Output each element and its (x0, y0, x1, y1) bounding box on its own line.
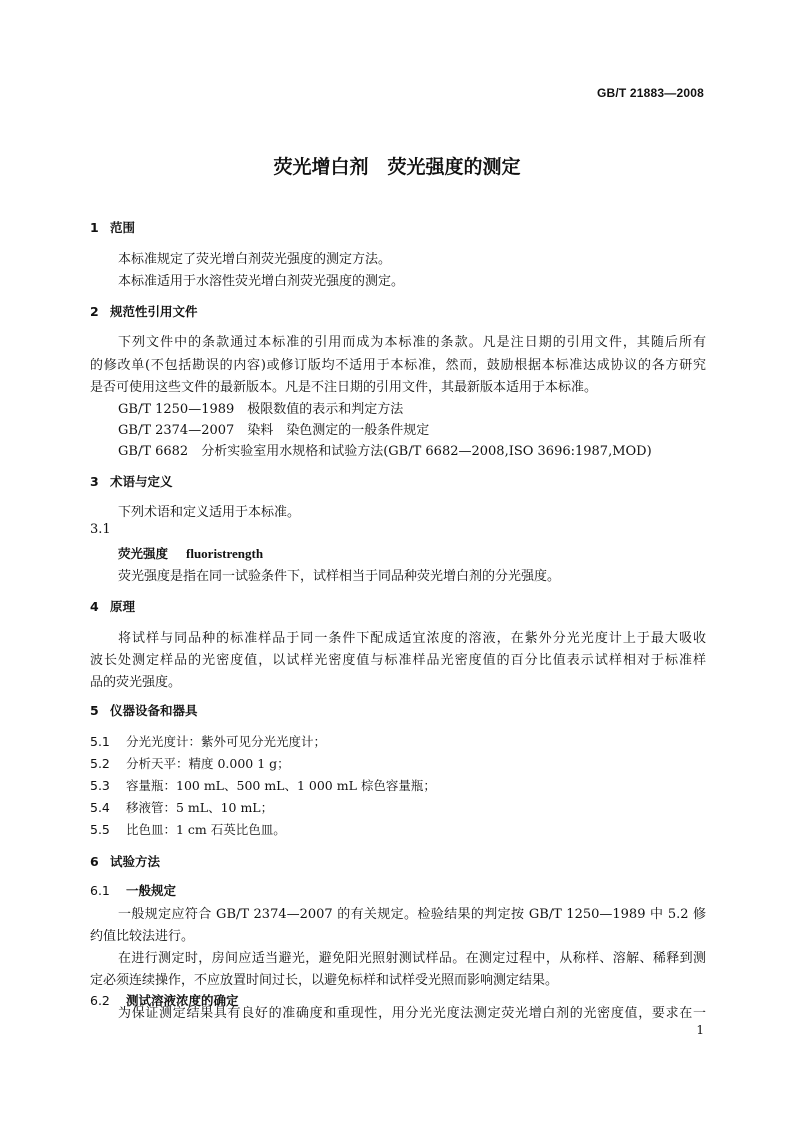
standard-number: GB/T 21883—2008 (596, 86, 704, 100)
section-2-line: 的修改单(不包括勘误的内容)或修订版均不适用于本标准，然而，鼓励根据本标准达成协议的各方研究 (90, 358, 706, 373)
section-1-heading: 1 范围 (90, 220, 136, 235)
normative-reference: GB/T 2374—2007 染料 染色测定的一般条件规定 (118, 423, 430, 438)
equipment-item: 5.5 比色皿：1 cm 石英比色皿。 (90, 822, 286, 837)
subsection-6-1-heading: 6.1 一般规定 (90, 883, 177, 898)
section-4-line: 将试样与同品种的标准样品于同一条件下配成适宜浓度的溶液，在紫外分光光度计上于最大吸收 (118, 631, 706, 646)
section-5-heading: 5 仪器设备和器具 (90, 703, 198, 718)
section-3-paragraph: 下列术语和定义适用于本标准。 (118, 505, 301, 520)
section-6-1-line: 约值比较法进行。 (90, 929, 195, 944)
equipment-item: 5.3 容量瓶：100 mL、500 mL、1 000 mL 棕色容量瓶； (90, 778, 436, 793)
equipment-item: 5.4 移液管：5 mL、10 mL； (90, 800, 274, 815)
section-6-1-line: 一般规定应符合 GB/T 2374—2007 的有关规定。检验结果的判定按 GB/T 1250—1989 中 5.2 修 (118, 907, 706, 922)
section-6-2-line: 为保证测定结果具有良好的准确度和重现性，用分光光度法测定荧光增白剂的光密度值，要求在一 (118, 1006, 706, 1021)
normative-reference: GB/T 6682 分析实验室用水规格和试验方法(GB/T 6682—2008,ISO 3696:1987,MOD) (118, 444, 652, 459)
section-4-line: 波长处测定样品的光密度值，以试样光密度值与标准样品光密度值的百分比值表示试样相对于标准样 (90, 653, 706, 668)
section-1-paragraph: 本标准适用于水溶性荧光增白剂荧光强度的测定。 (118, 274, 405, 289)
term-entry (118, 543, 263, 562)
term-definition: 荧光强度是指在同一试验条件下，试样相当于同品种荧光增白剂的分光强度。 (118, 569, 561, 584)
page-number: 1 (696, 1023, 704, 1037)
term-english: fluoristrength (186, 546, 264, 561)
document-title: 荧光增白剂 荧光强度的测定 (273, 156, 521, 178)
section-2-line: 下列文件中的条款通过本标准的引用而成为本标准的条款。凡是注日期的引用文件，其随后所有 (118, 335, 706, 350)
section-4-heading: 4 原理 (90, 599, 136, 614)
term-chinese: 荧光强度 (118, 546, 169, 561)
section-4-line: 品的荧光强度。 (90, 675, 182, 690)
section-1-paragraph: 本标准规定了荧光增白剂荧光强度的测定方法。 (118, 252, 392, 267)
subsection-number: 3.1 (90, 522, 111, 537)
equipment-item: 5.2 分析天平：精度 0.000 1 g； (90, 756, 290, 771)
section-6-heading: 6 试验方法 (90, 854, 161, 869)
section-3-heading: 3 术语与定义 (90, 474, 173, 489)
equipment-item: 5.1 分光光度计：紫外可见分光光度计； (90, 734, 327, 749)
subsection-6-2-heading: 6.2 测试溶液浓度的确定 (90, 993, 239, 1008)
normative-reference: GB/T 1250—1989 极限数值的表示和判定方法 (118, 402, 404, 417)
section-2-heading: 2 规范性引用文件 (90, 304, 198, 319)
section-6-1-line: 定必须连续操作，不应放置时间过长，以避免标样和试样受光照而影响测定结果。 (90, 973, 559, 988)
section-2-line: 是否可使用这些文件的最新版本。凡是不注日期的引用文件，其最新版本适用于本标准。 (90, 380, 598, 395)
section-6-1-line: 在进行测定时，房间应适当避光，避免阳光照射测试样品。在测定过程中，从称样、溶解、稀释到测 (118, 951, 706, 966)
